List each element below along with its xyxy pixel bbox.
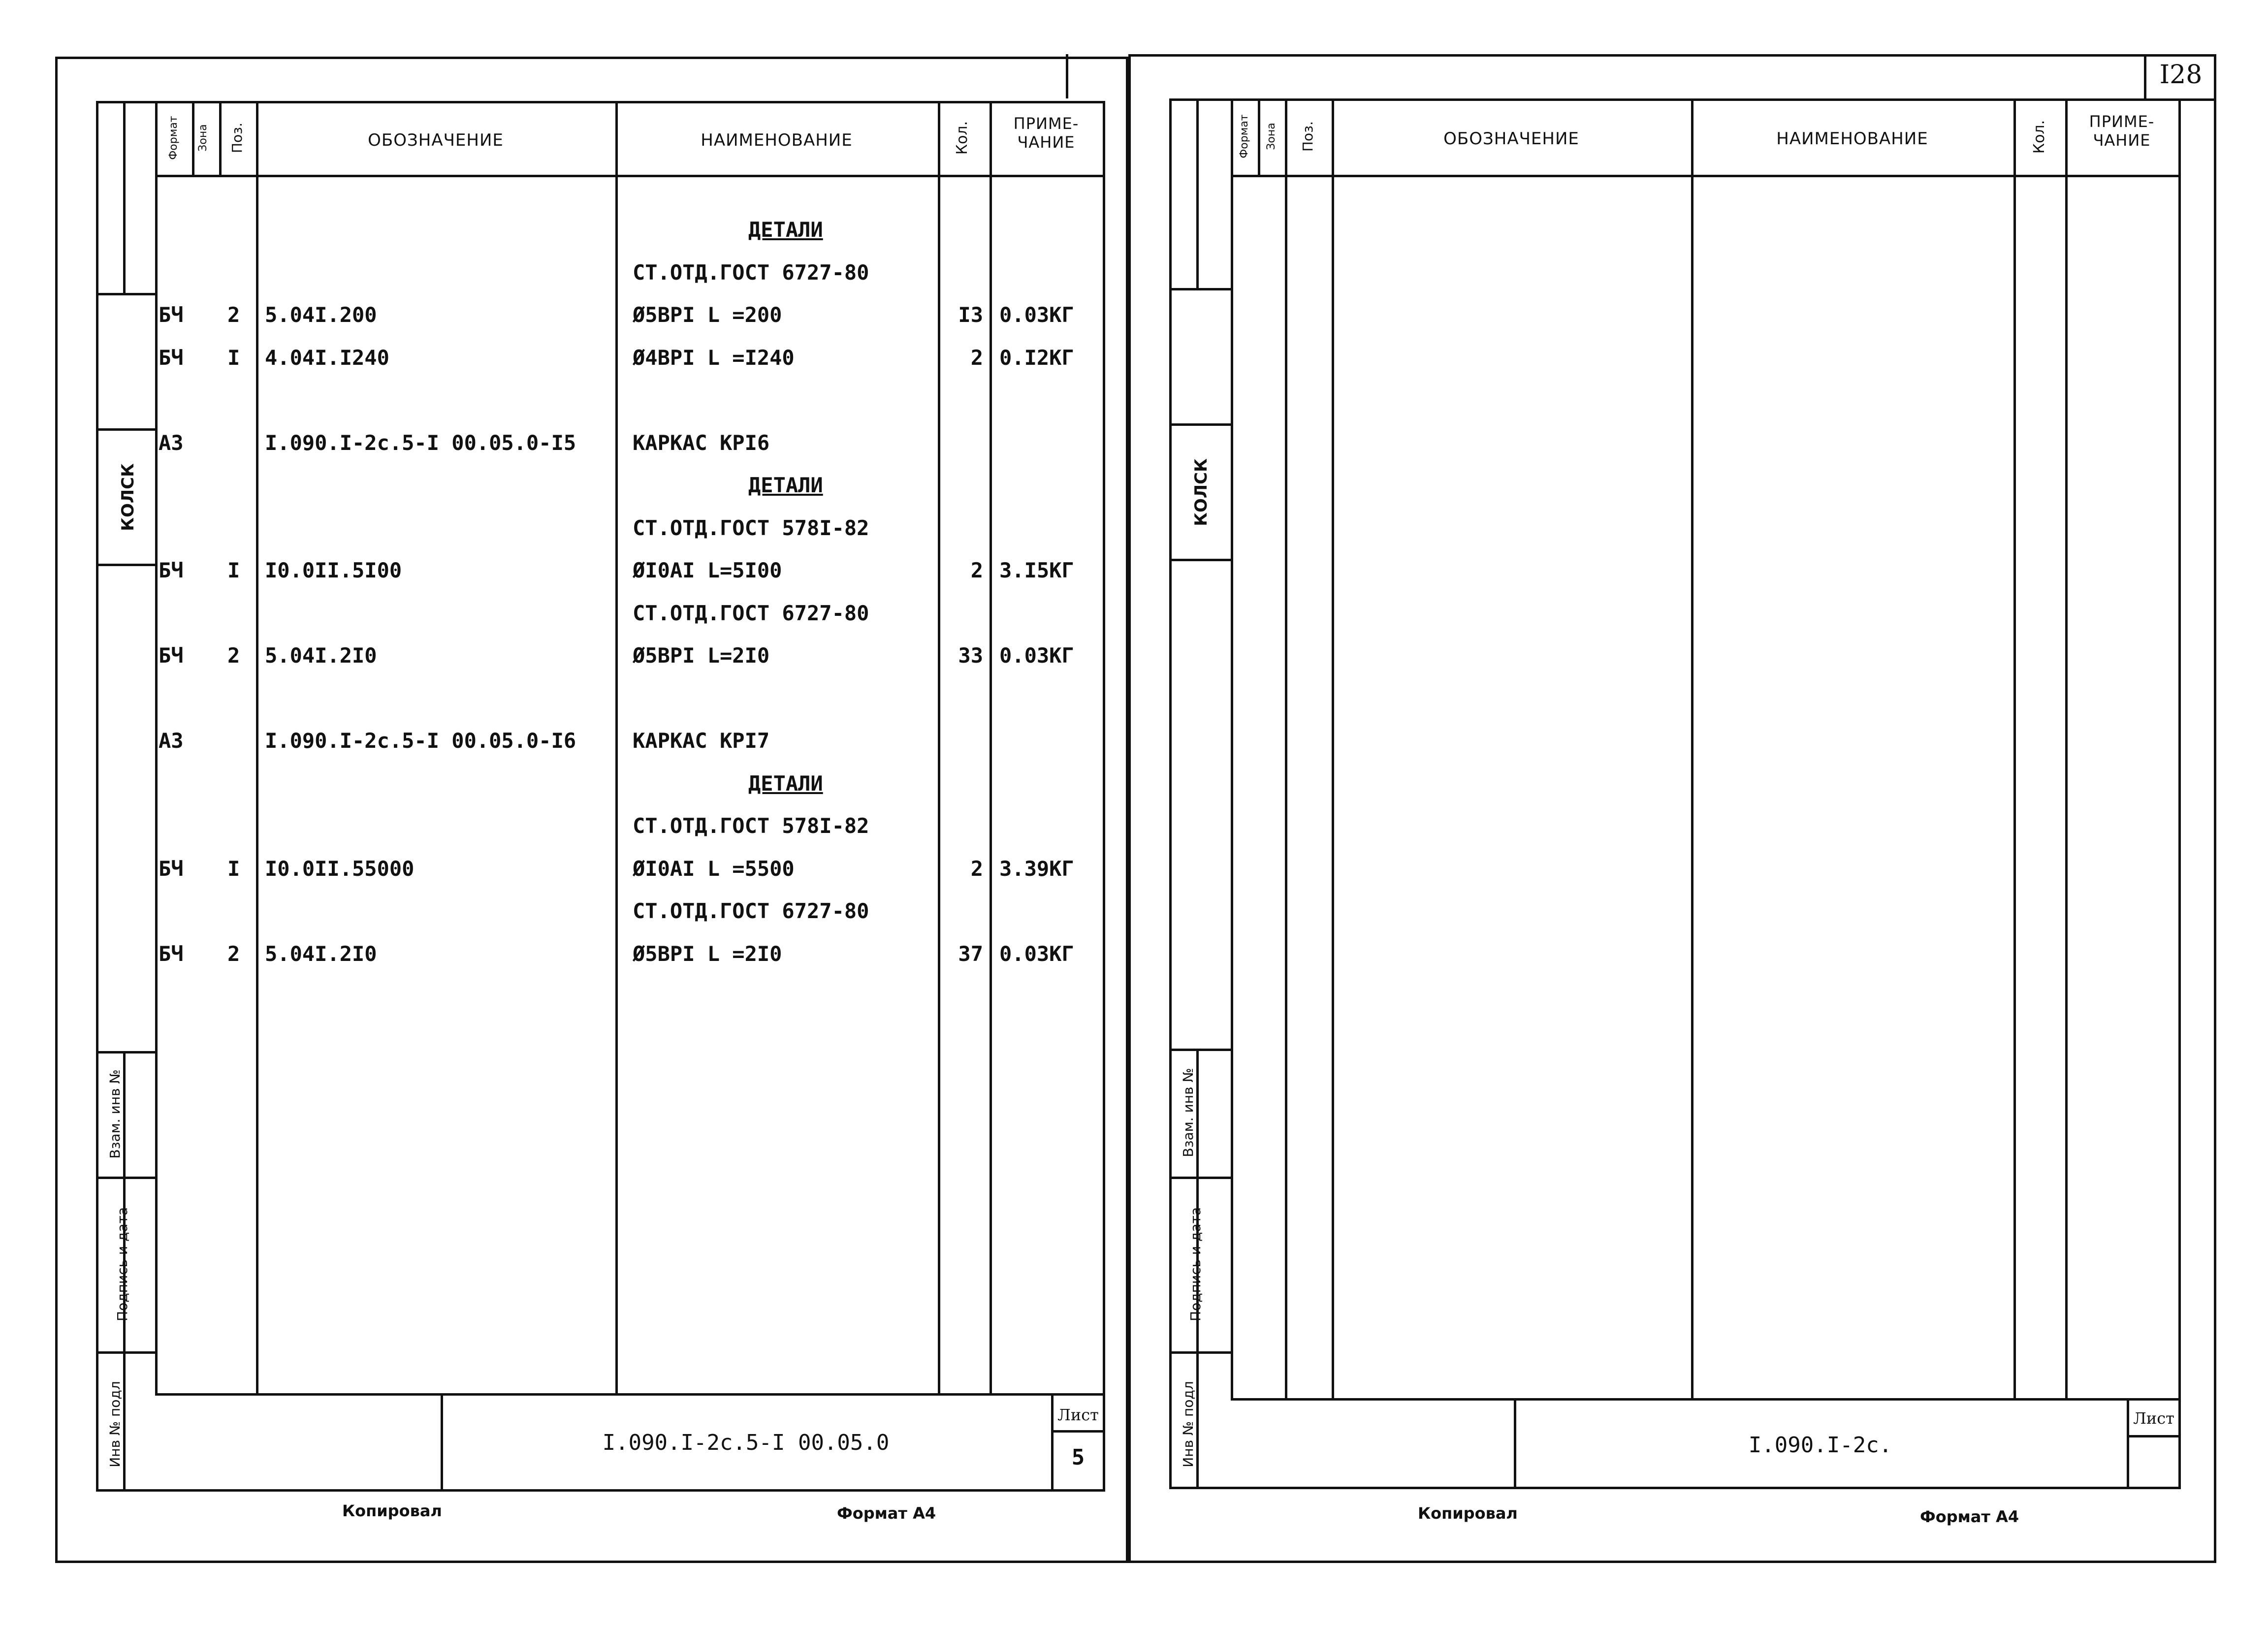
left-strip-line	[96, 1177, 155, 1179]
left-row-designation: 4.04I.I240	[265, 346, 389, 370]
left-copied-label: Копировал	[342, 1501, 442, 1520]
right-col-line	[1285, 98, 1287, 1398]
left-row-name: Ø5ВРI L =2I0	[633, 942, 782, 966]
left-sheet-label: Лист	[1057, 1405, 1099, 1424]
center-tick	[1066, 54, 1068, 98]
left-row-name: Ø5ВРI L =200	[633, 303, 782, 327]
right-copied-label: Копировал	[1418, 1504, 1518, 1523]
left-row-name: СТ.ОТД.ГОСТ 6727-80	[633, 899, 869, 923]
left-header-zone: Зона	[197, 124, 209, 152]
left-row-name: КАРКАС КРI7	[633, 729, 770, 753]
right-sheet-inner-frame	[1169, 98, 2181, 1489]
right-stamp-line	[1231, 1398, 2181, 1401]
left-row-format: БЧ	[159, 303, 184, 327]
right-header-name: НАИМЕНОВАНИЕ	[1776, 129, 1928, 149]
left-row-note: 3.39КГ	[999, 857, 1074, 881]
left-row-pos: 2	[227, 303, 240, 327]
left-stamp-line	[1051, 1430, 1105, 1433]
left-row-qty: I3	[958, 303, 983, 327]
left-row-note: 0.03КГ	[999, 303, 1074, 327]
left-row-format: БЧ	[159, 346, 184, 370]
right-col-line	[1691, 98, 1693, 1398]
right-col-line	[2178, 98, 2181, 1489]
left-row-name: ДЕТАЛИ	[748, 218, 823, 242]
left-kolsk-label: КОЛСК	[118, 463, 138, 531]
left-strip-line	[96, 1051, 155, 1053]
right-header-note: ПРИМЕ- ЧАНИЕ	[2089, 112, 2155, 150]
right-vzam-label: Взам. инв №	[1180, 1068, 1196, 1157]
right-header-designation: ОБОЗНАЧЕНИЕ	[1443, 129, 1579, 149]
right-header-format: Формат	[1238, 114, 1250, 159]
left-row-designation: I.090.I-2с.5-I 00.05.0-I5	[265, 431, 576, 455]
left-col-line	[219, 101, 222, 175]
left-row-name: КАРКАС КРI6	[633, 431, 770, 455]
left-row-name: Ø5ВРI L=2I0	[633, 643, 770, 668]
left-vzam-label: Взам. инв №	[107, 1069, 123, 1159]
left-row-format: А3	[159, 431, 184, 455]
right-col-line	[1332, 98, 1334, 1398]
right-strip-line	[1169, 288, 1231, 290]
right-stamp-line	[2127, 1435, 2181, 1437]
left-podpis-label: Подпись и дата	[114, 1207, 130, 1321]
left-col-line	[256, 101, 258, 1393]
left-row-designation: 5.04I.2I0	[265, 942, 377, 966]
left-row-designation: 5.04I.200	[265, 303, 377, 327]
page-number: I28	[2159, 60, 2203, 90]
left-row-designation: I0.0II.55000	[265, 857, 415, 881]
right-col-line	[2013, 98, 2016, 1398]
left-row-designation: I0.0II.5I00	[265, 558, 402, 582]
left-header-designation: ОБОЗНАЧЕНИЕ	[368, 130, 504, 150]
left-row-pos: I	[227, 346, 240, 370]
right-header-qty: Кол.	[2031, 120, 2048, 154]
left-row-name: ØI0АI L=5I00	[633, 558, 782, 582]
left-row-name: ØI0АI L =5500	[633, 857, 795, 881]
left-row-format: БЧ	[159, 857, 184, 881]
left-row-note: 0.I2КГ	[999, 346, 1074, 370]
left-sheet-number: 5	[1071, 1445, 1085, 1470]
left-row-qty: 2	[970, 558, 983, 582]
right-podpis-label: Подпись и дата	[1187, 1207, 1204, 1321]
left-row-qty: 33	[958, 643, 983, 668]
left-row-qty: 2	[970, 857, 983, 881]
right-col-line	[2065, 98, 2068, 1398]
left-col-line	[938, 101, 940, 1393]
left-row-note: 0.03КГ	[999, 643, 1074, 668]
left-format-label: Формат А4	[837, 1504, 936, 1523]
left-strip-line	[96, 293, 155, 295]
left-header-note: ПРИМЕ- ЧАНИЕ	[1013, 114, 1079, 152]
left-col-line	[1103, 101, 1105, 1492]
right-header-zone: Зона	[1265, 123, 1278, 150]
left-row-name: Ø4ВРI L =I240	[633, 346, 795, 370]
left-row-note: 3.I5КГ	[999, 558, 1074, 582]
left-row-format: БЧ	[159, 643, 184, 668]
right-format-label: Формат А4	[1920, 1507, 2019, 1526]
left-row-qty: 2	[970, 346, 983, 370]
left-row-format: БЧ	[159, 558, 184, 582]
left-header-pos: Поз.	[229, 123, 245, 153]
left-inv-label: Инв № подл	[107, 1381, 123, 1468]
right-header-pos: Поз.	[1300, 121, 1316, 152]
left-stamp-line	[155, 1393, 1105, 1396]
left-row-name: СТ.ОТД.ГОСТ 578I-82	[633, 516, 869, 540]
left-row-qty: 37	[958, 942, 983, 966]
right-inv-label: Инв № подл	[1180, 1381, 1196, 1468]
left-row-pos: I	[227, 857, 240, 881]
left-row-designation: 5.04I.2I0	[265, 643, 377, 668]
left-row-name: ДЕТАЛИ	[748, 771, 823, 796]
left-row-note: 0.03КГ	[999, 942, 1074, 966]
right-header-separator	[1231, 175, 2181, 177]
left-row-pos: 2	[227, 942, 240, 966]
left-row-name: СТ.ОТД.ГОСТ 6727-80	[633, 260, 869, 285]
left-row-pos: I	[227, 558, 240, 582]
right-col-line	[1231, 98, 1233, 1398]
left-header-qty: Кол.	[954, 121, 971, 155]
left-stamp-code: I.090.I-2с.5-I 00.05.0	[602, 1430, 890, 1455]
right-sheet-label: Лист	[2133, 1409, 2174, 1428]
right-strip-line	[1169, 1177, 1231, 1179]
right-strip-line	[1169, 1351, 1231, 1354]
left-header-separator	[155, 175, 1105, 177]
left-col-line	[990, 101, 992, 1393]
left-header-name: НАИМЕНОВАНИЕ	[701, 130, 853, 150]
left-strip-line	[123, 101, 126, 293]
left-row-designation: I.090.I-2с.5-I 00.05.0-I6	[265, 729, 576, 753]
left-row-pos: 2	[227, 643, 240, 668]
left-row-format: БЧ	[159, 942, 184, 966]
right-strip-line	[1196, 98, 1199, 288]
left-row-name: СТ.ОТД.ГОСТ 578I-82	[633, 814, 869, 838]
right-stamp-code: I.090.I-2с.	[1748, 1433, 1892, 1458]
left-col-line	[615, 101, 618, 1393]
left-row-name: СТ.ОТД.ГОСТ 6727-80	[633, 601, 869, 625]
right-kolsk-label: КОЛСК	[1191, 458, 1211, 526]
right-col-line	[1258, 98, 1260, 175]
left-strip-line	[96, 1351, 155, 1354]
left-row-name: ДЕТАЛИ	[748, 473, 823, 497]
left-header-format: Формат	[167, 116, 180, 160]
right-strip-line	[1169, 1049, 1231, 1051]
left-col-line	[192, 101, 194, 175]
left-row-format: А3	[159, 729, 184, 753]
left-col-line	[155, 101, 158, 1393]
